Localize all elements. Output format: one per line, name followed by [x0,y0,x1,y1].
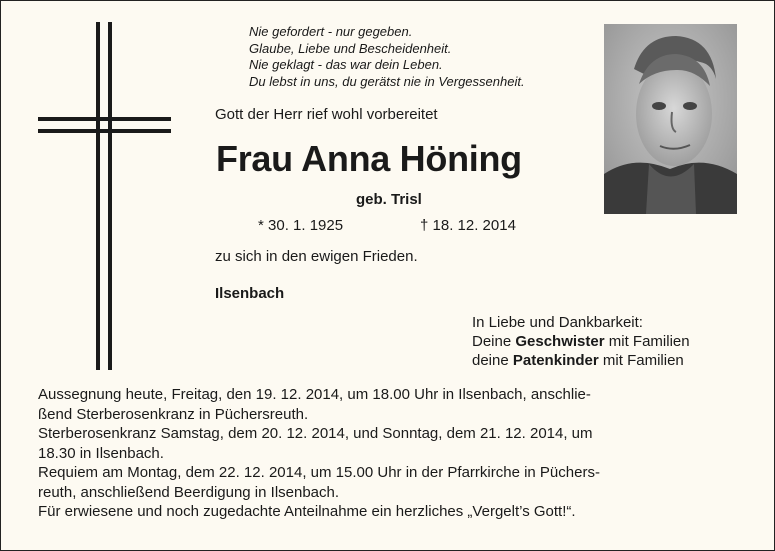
cross-vertical-bar [96,22,112,370]
deceased-name: Frau Anna Höning [216,138,522,179]
notice-line: Aussegnung heute, Freitag, den 19. 12. 2014, um 18.00 Uhr in Ilsenbach, anschlie- [38,386,591,403]
peace-text: zu sich in den ewigen Frieden. [215,248,418,265]
funeral-notices [38,385,738,522]
intro-text: Gott der Herr rief wohl vorbereitet [215,106,438,123]
poem [249,24,599,90]
notice-line: Für erwiesene und noch zugedachte Anteilnahme ein herzliches „Vergelt’s Gott!“. [38,503,576,520]
poem-line: Nie gefordert - nur gegeben. [249,24,413,39]
portrait-photo [604,24,737,214]
mourners-siblings: Deine Geschwister mit Familien [472,333,690,350]
poem-line: Du lebst in uns, du gerätst nie in Vergessenheit. [249,73,525,89]
poem-line: Glaube, Liebe und Bescheidenheit. [249,40,452,56]
place-name: Ilsenbach [215,285,285,302]
notice-line: Sterberosenkranz Samstag, dem 20. 12. 2014, und Sonntag, dem 21. 12. 2014, um [38,425,593,442]
maiden-name: geb. Trisl [356,191,422,208]
mourners-godchildren: deine Patenkinder mit Familien [472,352,684,369]
mourners-block [472,313,690,370]
poem-line: Nie geklagt - das war dein Leben. [249,57,443,72]
notice-line: reuth, anschließend Beerdigung in Ilsenbach. [38,483,340,501]
death-date: † 18. 12. 2014 [420,217,516,234]
notice-line: ßend Sterberosenkranz in Püchersreuth. [38,405,309,423]
birth-date: * 30. 1. 1925 [258,217,344,234]
cross-center [100,121,108,129]
notice-line: 18.30 in Ilsenbach. [38,444,164,462]
notice-line: Requiem am Montag, dem 22. 12. 2014, um 15.00 Uhr in der Pfarrkirche in Püchers- [38,464,600,481]
mourners-intro: In Liebe und Dankbarkeit: [472,314,643,331]
